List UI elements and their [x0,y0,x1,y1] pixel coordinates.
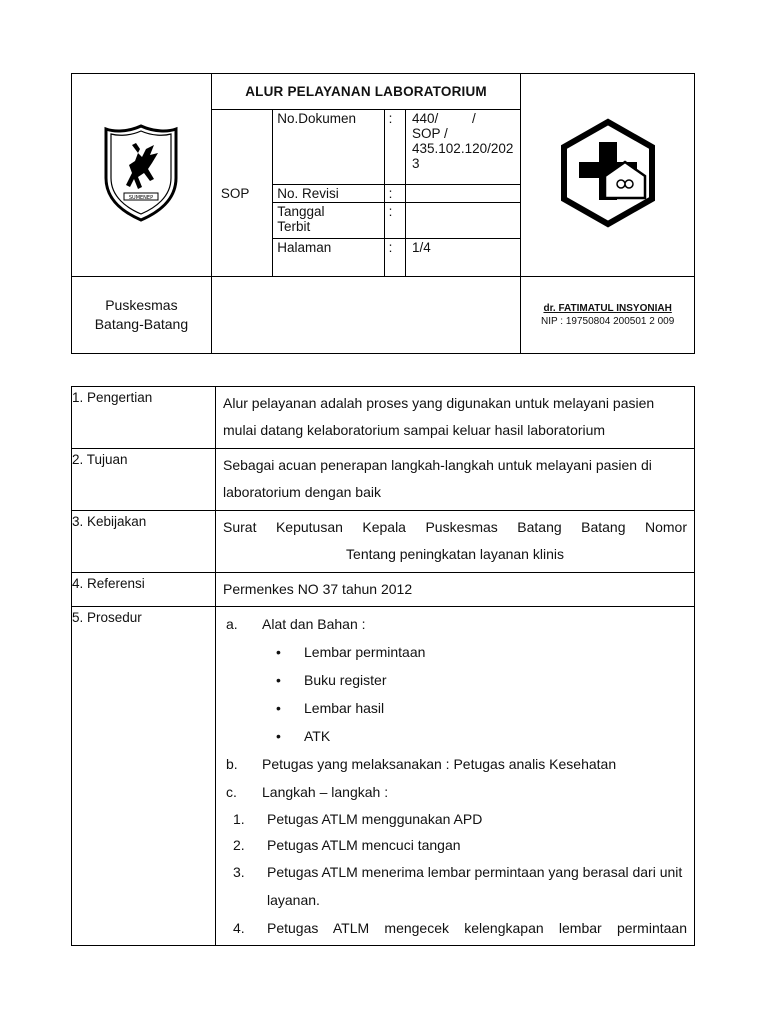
no-revisi-label: No. Revisi [273,185,384,203]
bullet-icon: • [276,700,281,716]
bullet-icon: • [276,672,281,688]
section-label-pengertian: 1. Pengertian [72,387,216,449]
list-marker: b. [226,756,238,772]
section-text-pengertian: Alur pelayanan adalah proses yang digunakan untuk melayani pasien mulai datang kelaboratorium sampai keluar hasil laboratorium [216,387,695,449]
section-label-tujuan: 2. Tujuan [72,449,216,511]
bullet-icon: • [276,644,281,660]
bullet-text: ATK [304,728,331,744]
section-text-referensi: Permenkes NO 37 tahun 2012 [216,573,695,607]
signatory-block [521,277,695,354]
step-item [223,806,687,832]
no-dokumen-value: 440/ / SOP / 435.102.120/2023 [406,110,521,185]
institution-name: Puskesmas Batang-Batang [72,277,212,354]
colon: : [384,110,405,185]
signatory-name: dr. FATIMATUL INSYONIAH [543,303,672,314]
bullet-text: Lembar hasil [304,700,385,716]
document-title: ALUR PELAYANAN LABORATORIUM [211,74,520,110]
puskesmas-logo-icon [553,118,663,228]
sop-header-table [71,73,695,354]
sop-content-table [71,386,695,946]
sop-label: SOP [211,110,272,277]
step-number: 1. [233,811,245,827]
colon: : [384,239,405,277]
list-text: Alat dan Bahan : [262,616,366,632]
tanggal-terbit-label: Tanggal Terbit [273,203,384,239]
no-dokumen-label: No.Dokumen [273,110,384,185]
halaman-value: 1/4 [406,239,521,277]
no-revisi-value [406,185,521,203]
bullet-item [223,638,687,666]
prosedur-item-c [223,778,687,806]
bullet-text: Lembar permintaan [304,644,426,660]
halaman-label: Halaman [273,239,384,277]
prosedur-item-b [223,750,687,778]
tanggal-terbit-value [406,203,521,239]
step-text: Petugas ATLM mengecek kelengkapan lembar permintaan [267,920,687,936]
step-item [223,832,687,858]
section-text-tujuan: Sebagai acuan penerapan langkah-langkah untuk melayani pasien di laboratorium dengan baik [216,449,695,511]
step-item [223,914,687,942]
step-number: 4. [233,920,245,936]
list-text: Petugas yang melaksanakan : Petugas analis Kesehatan [262,756,617,772]
step-number: 3. [233,864,245,880]
step-number: 2. [233,837,245,853]
section-text-kebijakan [216,511,695,573]
bullet-icon: • [276,728,281,744]
section-text-prosedur [216,607,695,946]
list-marker: a. [226,616,238,632]
step-text: Petugas ATLM menerima lembar permintaan yang berasal dari unit layanan. [267,864,683,908]
step-text: Petugas ATLM mencuci tangan [267,837,461,853]
colon: : [384,203,405,239]
step-item [223,858,687,914]
section-label-referensi: 4. Referensi [72,573,216,607]
svg-text:SUMENEP: SUMENEP [129,194,154,201]
section-label-kebijakan: 3. Kebijakan [72,511,216,573]
step-text: Petugas ATLM menggunakan APD [267,811,483,827]
bullet-item [223,694,687,722]
section-label-prosedur: 5. Prosedur [72,607,216,946]
kebijakan-line-1: Surat Keputusan Kepala Puskesmas Batang Batang Nomor [223,519,687,535]
list-text: Langkah – langkah : [262,784,389,800]
puskesmas-logo-cell [521,74,695,277]
regency-logo-cell [72,74,212,277]
bullet-item [223,666,687,694]
colon: : [384,185,405,203]
signatory-nip: NIP : 19750804 200501 2 009 [541,316,675,327]
sumenep-emblem-icon [102,123,180,223]
prosedur-item-a [223,610,687,638]
blank-cell [211,277,520,354]
bullet-text: Buku register [304,672,387,688]
kebijakan-line-2: Tentang peningkatan layanan klinis [346,546,564,562]
list-marker: c. [226,784,237,800]
bullet-item [223,722,687,750]
